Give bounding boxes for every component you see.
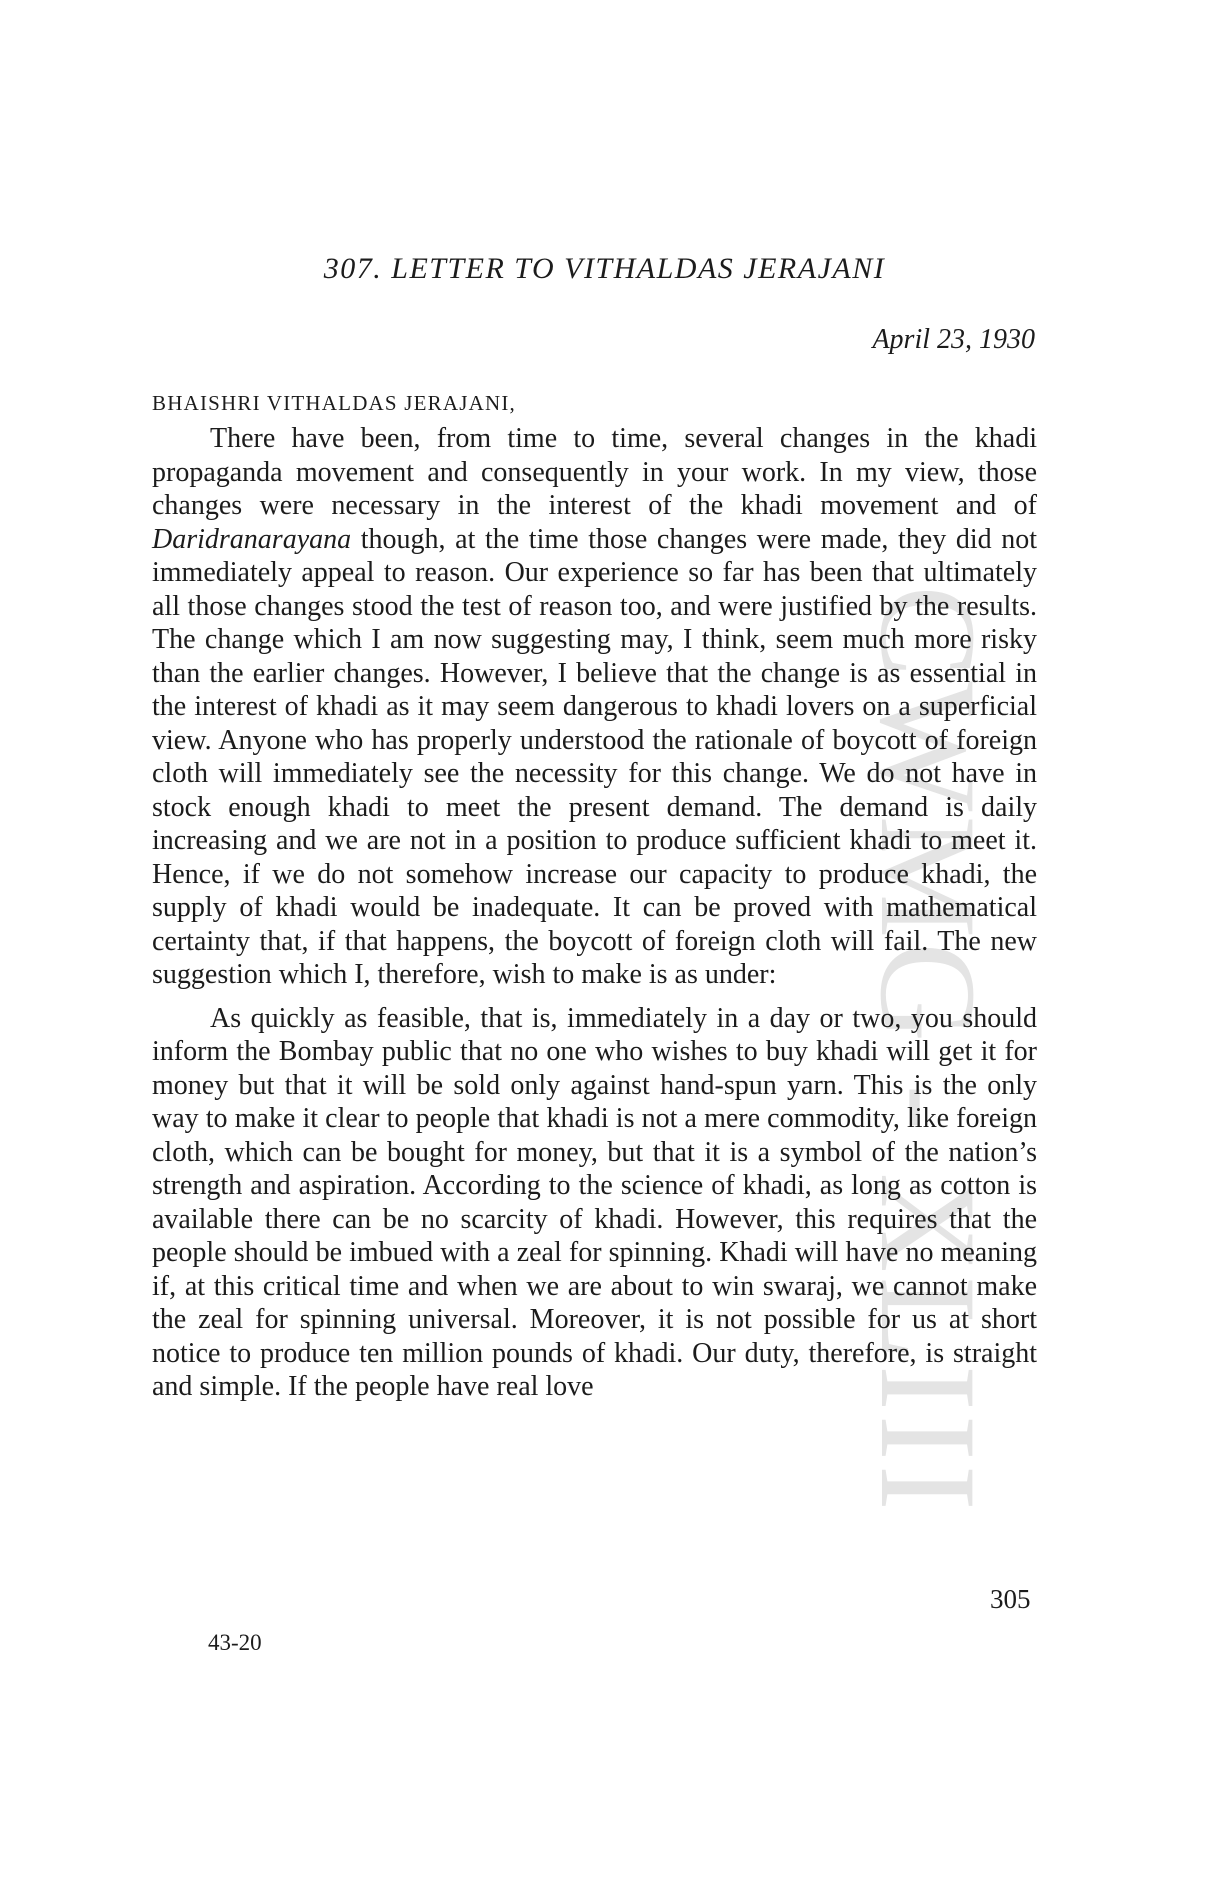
- document-body: [152, 248, 1037, 1404]
- letter-title: 307. LETTER TO VITHALDAS JERAJANI: [323, 252, 886, 285]
- emphasized-term: Daridranarayana: [152, 523, 352, 555]
- paragraph-2: As quickly as feasible, that is, immediately in a day or two, you should inform the Bombay public that no one who wishes to buy khadi will get it for money but that it will be sold only against hand-spun yarn. This is the only way to make it clear to people that khadi is not a mere commodity, like foreign cloth, which can be bought for money, but that it is a symbol of the nation’s strength and aspiration. According to the science of khadi, as long as cotton is available there can be no scarcity of khadi. However, this requires that the people should be imbued with a zeal for spinning. Khadi will have no meaning if, at this critical time and when we are about to win swaraj, we cannot make the zeal for spinning universal. Moreover, it is not possible for us at short notice to produce ten million pounds of khadi. Our duty, therefore, is straight and simple. If the people have real love: [152, 1002, 1037, 1402]
- paragraph-1-text-start: There have been, from time to time, several changes in the khadi propaganda movement and consequently in your work. In my view, those changes were necessary in the interest of the khadi movement and of: [152, 423, 1037, 521]
- paragraph-1-text-end: though, at the time those changes were made, they did not immediately appeal to reason. Our experience so far has been that ultimately all those changes stood the test of reason too, and were justified by the results. The change which I am now suggesting may, I think, seem much more risky than the earlier changes. However, I believe that the change is as essential in the interest of khadi as it may seem dangerous to khadi lovers on a superficial view. Anyone who has properly understood the rationale of boycott of foreign cloth will immediately see the necessity for this change. We do not have in stock enough khadi to meet the present demand. The demand is daily increasing and we are not in a position to produce sufficient khadi to meet it. Hence, if we do not somehow increase our capacity to produce khadi, the supply of khadi would be inadequate. It can be proved with mathematical certainty that, if that happens, the boycott of foreign cloth will fail. The new suggestion which I, therefore, wish to make is as under:: [152, 523, 1037, 990]
- signature-mark: 43-20: [208, 1630, 262, 1655]
- letter-date: April 23, 1930: [872, 324, 1035, 355]
- page-number: 305: [990, 1584, 1031, 1614]
- salutation: BHAISHRI VITHALDAS JERAJANI,: [152, 391, 516, 415]
- paragraph-1: [152, 422, 1037, 992]
- watermark: CWMG - XLIII: [852, 585, 1005, 1515]
